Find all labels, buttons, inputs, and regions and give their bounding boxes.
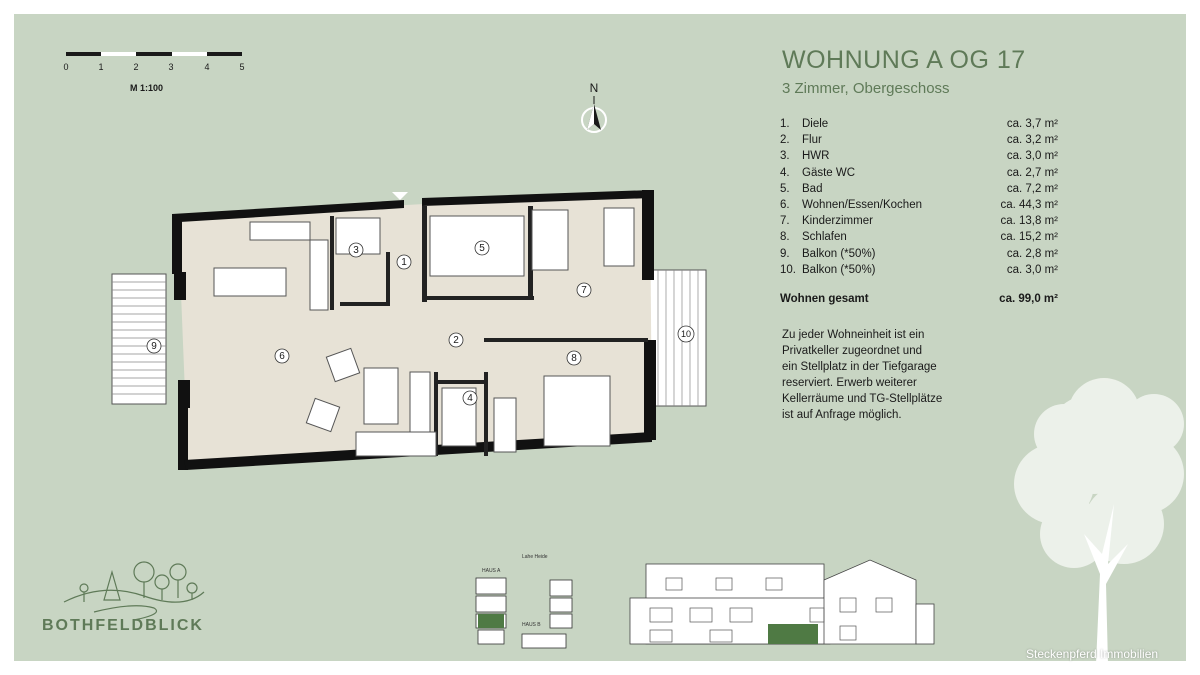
room-name: HWR <box>802 150 830 163</box>
room-row <box>780 181 1058 197</box>
room-area: ca. 3,0 m² <box>1006 263 1058 276</box>
room-row <box>780 262 1058 278</box>
tree-illustration-icon <box>1004 354 1186 661</box>
scale-tick: 5 <box>239 62 245 72</box>
room-row <box>780 116 1058 132</box>
scale-tick: 0 <box>63 62 69 72</box>
room-label-7: 7 <box>581 285 587 296</box>
coffee-table <box>364 368 398 424</box>
expose-sheet <box>14 14 1186 661</box>
room-number: 2. <box>780 134 790 147</box>
room-name: Diele <box>802 118 829 130</box>
site-highlight <box>478 614 504 628</box>
total-area: ca. 99,0 m² <box>999 293 1058 305</box>
site-street-label: Lahe Heide <box>522 554 548 560</box>
room-name: Wohnen/Essen/Kochen <box>802 198 922 211</box>
entrance-marker <box>392 192 408 200</box>
watermark: Steckenpferd Immobilien <box>1026 647 1159 661</box>
info-line: ist auf Anfrage möglich. <box>782 409 902 421</box>
sofa <box>356 432 436 456</box>
balcony-west <box>112 274 166 404</box>
north-arrow-icon <box>580 80 608 138</box>
dining-table <box>214 268 286 296</box>
room-name: Schlafen <box>802 231 847 244</box>
room-area: ca. 3,0 m² <box>1006 150 1058 163</box>
site-plan <box>442 550 592 650</box>
room-name: Kinderzimmer <box>802 215 873 228</box>
room-row <box>780 246 1058 262</box>
compass-label: N <box>589 81 599 95</box>
room-area: ca. 2,8 m² <box>1006 247 1058 260</box>
info-line: Kellerräume und TG-Stellplätze <box>782 393 943 405</box>
info-line: Zu jeder Wohneinheit ist ein <box>782 329 925 341</box>
building-elevation <box>610 554 940 654</box>
info-text <box>782 327 982 423</box>
room-label-8: 8 <box>571 353 577 364</box>
room-name: Balkon (*50%) <box>802 247 876 260</box>
room-number: 6. <box>780 198 790 211</box>
room-label-1: 1 <box>401 257 407 268</box>
scale-tick: 4 <box>204 62 210 72</box>
room-number: 1. <box>780 118 790 130</box>
room-name: Flur <box>802 134 822 147</box>
page-title: WOHNUNG A OG 17 <box>782 46 1026 74</box>
room-row <box>780 132 1058 148</box>
elevation-highlight <box>768 624 818 644</box>
scale-bar-segments <box>66 52 242 56</box>
room-name: Bad <box>802 182 823 195</box>
room-area: ca. 15,2 m² <box>1000 231 1058 244</box>
room-number: 4. <box>780 166 790 179</box>
room-area: ca. 2,7 m² <box>1006 166 1058 179</box>
info-line: ein Stellplatz in der Tiefgarage <box>782 361 937 373</box>
room-row <box>780 148 1058 164</box>
scale-label: M 1:100 <box>130 83 164 93</box>
room-area: ca. 3,2 m² <box>1006 134 1058 147</box>
room-label-3: 3 <box>353 245 359 256</box>
room-area: ca. 3,7 m² <box>1006 118 1058 130</box>
room-number: 3. <box>780 150 790 163</box>
room-list <box>780 116 1058 278</box>
room-number: 9. <box>780 247 790 260</box>
site-haus-b-label: HAUS B <box>522 622 541 628</box>
room-row <box>780 213 1058 229</box>
room-row <box>780 197 1058 213</box>
room-name: Balkon (*50%) <box>802 263 876 276</box>
room-area: ca. 13,8 m² <box>1000 215 1058 228</box>
room-name: Gäste WC <box>802 166 856 179</box>
balcony-east <box>650 270 706 406</box>
room-label-9: 9 <box>151 341 157 352</box>
site-haus-a-label: HAUS A <box>482 568 501 574</box>
room-number: 7. <box>780 215 790 228</box>
room-row <box>780 229 1058 245</box>
total-row <box>780 293 1058 305</box>
room-label-4: 4 <box>467 393 473 404</box>
scale-tick: 1 <box>98 62 104 72</box>
brand-name: BOTHFELDBLICK <box>42 617 204 634</box>
scale-tick: 2 <box>133 62 139 72</box>
info-line: reserviert. Erwerb weiterer <box>782 377 917 389</box>
scale-tick: 3 <box>168 62 174 72</box>
room-area: ca. 44,3 m² <box>1000 198 1058 211</box>
info-line: Privatkeller zugeordnet und <box>782 345 922 357</box>
page-subtitle: 3 Zimmer, Obergeschoss <box>782 80 950 97</box>
bed <box>544 376 610 446</box>
room-number: 5. <box>780 182 790 195</box>
room-row <box>780 165 1058 181</box>
room-label-6: 6 <box>279 351 285 362</box>
room-area: ca. 7,2 m² <box>1006 182 1058 195</box>
room-label-10: 10 <box>680 329 692 339</box>
room-number: 10. <box>780 263 796 276</box>
floor-plan <box>104 176 724 476</box>
room-label-5: 5 <box>479 243 485 254</box>
total-label: Wohnen gesamt <box>780 293 869 305</box>
room-number: 8. <box>780 231 790 244</box>
room-label-2: 2 <box>453 335 459 346</box>
